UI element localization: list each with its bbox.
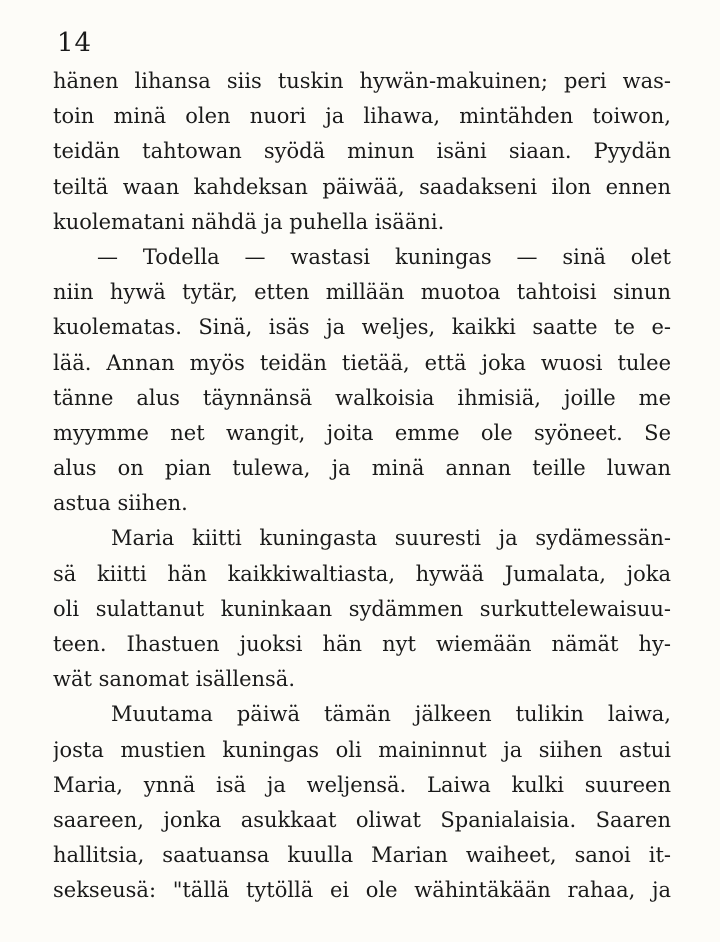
- text-line: wät sanomat isällensä.: [53, 667, 295, 692]
- text-line: Maria kiitti kuningasta suuresti ja sydämessän-: [111, 526, 671, 551]
- text-line: myymme net wangit, joita emme ole syöneet. Se: [53, 420, 671, 445]
- text-line: sä kiitti hän kaikkiwaltiasta, hywää Jumalata, joka: [53, 561, 671, 586]
- text-line: lää. Annan myös teidän tietää, että joka wuosi tulee: [53, 350, 671, 375]
- text-line: tänne alus täynnänsä walkoisia ihmisiä, joille me: [53, 385, 671, 410]
- text-line: teidän tahtowan syödä minun isäni siaan. Pyydän: [53, 139, 671, 164]
- text-line: sekseusä: "tällä tytöllä ei ole wähintäkään rahaa, ja: [53, 878, 671, 903]
- text-line: Muutama päiwä tämän jälkeen tulikin laiwa,: [111, 702, 671, 727]
- page-number: 14: [57, 28, 93, 58]
- text-line: teiltä waan kahdeksan päiwää, saadakseni ilon ennen: [53, 174, 671, 199]
- text-line: alus on pian tulewa, ja minä annan teille luwan: [53, 456, 671, 481]
- text-line: teen. Ihastuen juoksi hän nyt wiemään nämät hy-: [53, 632, 671, 656]
- text-line: Maria, ynnä isä ja weljensä. Laiwa kulki suureen: [53, 772, 671, 797]
- text-line: hallitsia, saatuansa kuulla Marian waiheet, sanoi it-: [53, 843, 671, 868]
- text-line: oli sulattanut kuninkaan sydämmen surkuttelewaisuu-: [53, 596, 671, 621]
- body-text: [53, 64, 671, 909]
- text-line: toin minä olen nuori ja lihawa, mintähden toiwon,: [53, 104, 671, 129]
- text-line: kuolematani nähdä ja puhella isääni.: [53, 209, 445, 234]
- text-line: josta mustien kuningas oli maininnut ja siihen astui: [53, 737, 671, 762]
- text-line: astua siihen.: [53, 491, 188, 516]
- text-line: — Todella — wastasi kuningas — sinä olet: [97, 244, 671, 269]
- text-line: niin hywä tytär, etten millään muotoa tahtoisi sinun: [53, 280, 671, 305]
- text-line: kuolematas. Sinä, isäs ja weljes, kaikki saatte te e-: [53, 315, 671, 340]
- text-line: hänen lihansa siis tuskin hywän-makuinen; peri was-: [53, 69, 671, 93]
- text-line: saareen, jonka asukkaat oliwat Spanialaisia. Saaren: [53, 807, 671, 832]
